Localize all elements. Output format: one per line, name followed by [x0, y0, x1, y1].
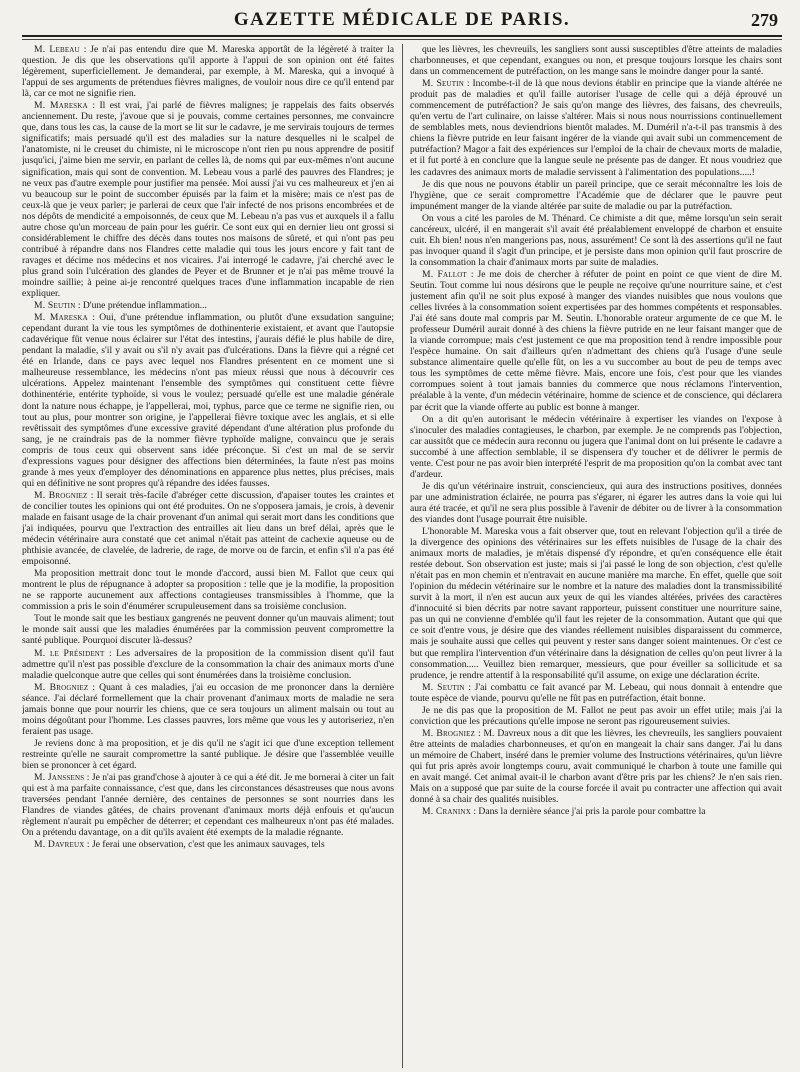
- speaker-name: M. Mareska: [34, 312, 88, 324]
- speaker-name: M. Seutin: [34, 300, 76, 312]
- paragraph-text: On vous a cité les paroles de M. Thénard. Ce chimiste a dit que, même lorsqu'un sein serait cancéreux, ulcéré, il en mangerait s'il avait été préalablement enveloppé de charbon et ensuite cuit. Eh bien! nous n'en mangerions pas, nous, assurément! Ce sont là des assertions qu'il ne faut pas invoquer quand il s'agit d'un principe, et je persiste dans mon opinion qu'il faut proscrire de la consommation la chair d'animaux morts par suite de maladies.: [410, 212, 782, 268]
- paragraph-text: : J'ai combattu ce fait avancé par M. Lebeau, qui nous donnait à entendre que toute espèce de viande, pourvu qu'elle ne fût pas en putréfaction, était bonne.: [410, 681, 782, 704]
- paragraph: [22, 490, 394, 567]
- paragraph: [22, 44, 394, 99]
- speaker-name: M. Mareska: [34, 100, 88, 112]
- text-columns: [22, 44, 782, 1068]
- paragraph: [410, 806, 782, 817]
- paragraph: [22, 100, 394, 299]
- paragraph: [22, 648, 394, 681]
- paragraph-text: que les lièvres, les chevreuils, les sangliers sont aussi susceptibles d'être atteints de maladies charbonneuses, et que cependant, exangues ou non, et presque toujours lorsque les chairs sont dans un commencement de putréfaction, on les mange sans le moindre danger pour la santé.: [410, 44, 782, 78]
- paragraph-text: : Il est vrai, j'ai parlé de fièvres malignes; je rappelais des faits observés anciennement. Du reste, j'avoue que si je pouvais, comme certaines personnes, me convaincre que, dans tous les cas, la cause de la mort se lit sur le cadavre, je me servirais toujours de termes significatifs; mais persuadé qu'il est des maladies sur la nature desquelles ni le scalpel de l'anatomiste, ni le creuset du chimiste, ni le microscope n'ont rien pu nous apprendre de positif jusqu'ici, j'aime bien me servir, en parlant de celles là, de noms qui par eux-mêmes n'ont aucune signification, mais qui sont de convention. M. Lebeau vous a parlé des pauvres des Flandres; je ne veux pas d'autre exemple pour justifier ma pensée. Moi aussi j'ai vu ces malheureux et j'en ai vu beaucoup sur le point de succomber épuisés par la faim et la misère; mais ce n'est pas de ceux-là que je veux parler; je parlerai de ceux que l'air infecté de nos prisons encombrées et de nos dépôts de mendicité a empoisonnés, de ceux que M. Lebeau n'a pas vus et auxquels il a fallu autre chose qu'un morceau de pain pour les guérir. Ce sont eux qui en dernier lieu ont grossi si considérablement le chiffre des décès dans toutes nos maisons de sûreté, et qui n'ont pas peu contribué à répandre dans nos Flandres cette maladie qui tous les jours encore y fait tant de ravages et décime nos médecins et nos vicaires. J'ai interrogé le cadavre, j'ai cherché avec le plus grand soin l'ulcération des glandes de Peyer et de Brunner et je n'ai pas même trouvé la moindre saillie; à peine ai-je rencontré quelques traces d'une inflammation incapable de rien expliquer.: [22, 100, 394, 300]
- speaker-name: M. Seutin: [422, 78, 464, 90]
- paragraph-text: : Je n'ai pas entendu dire que M. Mareska apportât de la légèreté à traiter la question. Je dis que les observations qu'il apporte à l'appui de son opinion ont été faites légèrement, superficiellement. Je demanderai, par exemple, à M. Mareska, qui a invoqué à l'appui de ses arguments de prétendues fièvres malignes, de vouloir nous dire ce qu'il entend par là, car ce mot ne signifie rien.: [22, 44, 394, 100]
- paragraph: [410, 78, 782, 177]
- speaker-name: M. le Président: [34, 647, 105, 659]
- paragraph: [22, 312, 394, 489]
- paragraph-text: : Les adversaires de la proposition de la commission disent qu'il faut admettre qu'il n'est pas possible d'exclure de la consommation la chair des animaux morts d'une maladie quelconque autre que celles qui sont énumérées dans la troisième conclusion.: [22, 647, 394, 681]
- paragraph: [410, 179, 782, 212]
- paragraph-text: Je dis qu'un vétérinaire instruit, consciencieux, qui aura des instructions positives, données par une administration éclairée, ne pourra pas s'égarer, ni égarer les autres dans la voie qui lui aura été tracée, et qu'il ne sera plus possible à l'avenir de débiter ou de livrer à la consommation des viandes dont l'usage pourrait être nuisible.: [410, 480, 782, 525]
- header-rule-thin: [22, 39, 782, 40]
- paragraph: [22, 738, 394, 771]
- paragraph-text: : Il serait très-facile d'abréger cette discussion, d'apaiser toutes les craintes et de concilier toutes les opinions qui ont été produites. On ne s'opposera jamais, je crois, à devenir malade en faisant usage de la chair provenant d'un animal qui serait mort dans les conditions que j'ai indiquées, pourvu que l'extraction des entrailles ait lieu dans un bref délai, après que le médecin vétérinaire aura constaté que cet animal n'était pas atteint de cachexie aqueuse ou de phthisie avancée, de clavelée, de ladrerie, de rage, de morve ou de farcin, et enfin s'il n'a pas été empoisonné.: [22, 489, 394, 568]
- speaker-name: M. Brogniez: [34, 489, 88, 501]
- paragraph-text: : Je n'ai pas grand'chose à ajouter à ce qui a été dit. Je me bornerai à citer un fait qui est à ma parfaite connaissance, c'est que, dans les circonstances désastreuses que nous avons traversées pendant l'année dernière, des centaines de personnes se sont nourries dans les Flandres de viandes gâtées, de chairs provenant d'animaux morts déjà enfouis et qu'aucun règlement n'aurait pu empêcher de déterrer; et cependant ces malheureux n'ont pas été malades. On a prétendu davantage, on a dit qu'ils avaient été exempts de la maladie régnante.: [22, 772, 394, 839]
- left-column: [22, 44, 394, 1068]
- speaker-name: M. Fallot: [422, 268, 467, 280]
- paragraph: [22, 613, 394, 646]
- paragraph-text: : Dans la dernière séance j'ai pris la parole pour combattre la: [470, 806, 706, 818]
- paragraph-text: Ma proposition mettrait donc tout le monde d'accord, aussi bien M. Fallot que ceux qui montrent le plus de répugnance à adopter sa proposition : telle que je la modifie, la proposition ne se rapporte aucunement aux affections contagieuses transmissibles à l'homme, que la commission a pris le soin d'énumérer scrupuleusement dans sa troisième conclusion.: [22, 568, 394, 613]
- paragraph-text: : Oui, d'une prétendue inflammation, ou plutôt d'une exsudation sanguine; cependant durant la vie tous les symptômes de dothinenterie existaient, et avant que l'autopsie cadavérique fût venue nous éclairer sur l'état des intestins, j'aurais défié le plus habile de dire, pendant la maladie, s'il y avait ou s'il n'y avait pas d'ulcérations. Dans la fièvre qui a régné cet été en Irlande, dans ce pays avec lequel nos Flandres présentent en ce moment une si malheureuse ressemblance, les médecins n'ont pas mieux réussi que nous à découvrir ces ulcérations. Appelez maintenant l'ensemble des symptômes qui constituent cette fièvre dothinentérie, entérite typhoïde, si vous le voulez; persuadé qu'elle est une maladie générale dont la nature nous échappe, je l'appellerai, moi, typhus, parce que ce terme ne signifie rien, ou tout au plus, pour montrer son origine, je l'appellerai fièvre toxique avec les anglais, et si elle revêtissait des symptômes d'une excessive gravité dépendant d'une altération plus profonde du sang, je ne craindrais pas de la nommer fièvre typhoïde maligne, convaincu que je serais compris de tous ceux qui observent sans idée préconçue. Si c'est un mal de se servir d'expressions vagues pour désigner des affections bien déterminées, la faute n'est pas moins grande à mes yeux d'employer des dénominations en apparence plus nettes, plus précises, mais qui en définitive ne sont propres qu'à répandre des idées fausses.: [22, 312, 394, 489]
- speaker-name: M. Lebeau: [34, 44, 80, 55]
- paragraph-text: L'honorable M. Mareska vous a fait observer que, tout en relevant l'objection qu'il a tirée de la divergence des opinions des vétérinaires sur les effets nuisibles de l'usage de la chair des animaux morts de maladies, je m'étais dispensé d'y répondre, et qu'en conséquence elle était restée debout. Son observation est juste; mais si j'ai passé le long de son objection, c'est qu'elle n'était pas en mon chemin et n'entravait en aucune manière ma marche. En effet, quelle que soit l'opinion du médecin vétérinaire sur le nombre et la nature des maladies dont la transmissibilité survit à la mort, il n'en est aucun aux yeux de qui les viandes altérées, privées des caractères d'innocuité si bien décrits par notre savant rapporteur, puissent constituer une nourriture saine, pas un qui ne convienne d'emblée qu'il faut les rejeter de la consommation. Autant que qui que ce soit d'entre vous, je désire que des viandes réellement nuisibles disparaissent du commerce, mais je souhaite aussi que celles qui peuvent y rester sans danger soient maintenues. Or c'est ce but que remplira l'intervention d'un vétérinaire dans la désignation de celles qu'on peut livrer à la consommation..... Veuillez bien remarquer, messieurs, que pour éveiller sa sollicitude et sa prudence, je rendre attentif à la responsabilité qu'il assume, on exige une déclaration écrite.: [410, 526, 782, 681]
- speaker-name: M. Janssens: [34, 772, 85, 784]
- paragraph: [410, 481, 782, 525]
- paragraph: [410, 269, 782, 413]
- paragraph-text: On a dit qu'en autorisant le médecin vétérinaire à expertiser les viandes on l'expose à s'inoculer des maladies contagieuses, le charbon, par exemple. Je ne comprends pas l'objection, car aussitôt que ce médecin aura reconnu ou jugera que l'animal dont on lui présente le cadavre a succombé à une affection semblable, il se dispensera d'y toucher et de délivrer le permis de vente. C'est pour ne pas avoir bien interprété l'esprit de ma proposition qu'on la combat avec tant d'ardeur.: [410, 413, 782, 480]
- paragraph-text: : Je me dois de chercher à réfuter de point en point ce que vient de dire M. Seutin. Tout comme lui nous désirons que le peuple ne reçoive qu'une nourriture saine, et c'est justement afin qu'il ne soit plus exposé à manger des viandes nuisibles que nous voulons que celles livrées à la consommation soient expertisées par des hommes compétents et responsables. J'ai été sans doute mal compris par M. Seutin. L'honorable orateur argumente de ce que M. le professeur Duméril aurait donné à des chiens la fièvre putride en ne leur faisant manger que de la viande corrompue; mais c'est justement ce que ma proposition tend à rendre impossible pour l'espèce humaine. On sait d'ailleurs qu'en n'admettant des chiens qu'à l'usage d'une seule substance alimentaire quelle qu'elle fût, on les a vu succomber au bout de peu de temps avec tous les symptômes de cette même fièvre. Mais, encore une fois, c'est pour que les viandes corrompues soient à tout jamais bannies du commerce que nous réclamons l'intervention, préalable à la vente, d'un médecin vétérinaire, homme de science et de conscience, qui déclarera par écrit que la viande offerte au public est bonne à manger.: [410, 268, 782, 413]
- paragraph: [410, 705, 782, 727]
- speaker-name: M. Brogniez: [422, 727, 476, 739]
- paragraph-text: Tout le monde sait que les bestiaux gangrenés ne peuvent donner qu'un mauvais aliment; tout le monde sait aussi que les maladies énumérées par la commission peuvent compromettre la santé publique. Pourquoi discuter là-dessus?: [22, 613, 394, 647]
- speaker-name: M. Brogniez: [34, 681, 89, 693]
- page-header: [22, 0, 782, 34]
- paragraph: [410, 414, 782, 480]
- paragraph: [410, 728, 782, 805]
- paragraph-text: : Je ferai une observation, c'est que les animaux sauvages, tels: [84, 839, 325, 851]
- speaker-name: M. Craninx: [422, 806, 471, 818]
- paragraph: [22, 682, 394, 737]
- paragraph-text: Je reviens donc à ma proposition, et je dis qu'il ne s'agit ici que d'une exception tellement restreinte qu'elle ne saurait compromettre la santé publique. Je désire que l'assemblée veuille bien se prononcer à cet égard.: [22, 737, 394, 771]
- paragraph-text: : Incombe-t-il de là que nous devions établir en principe que la viande altérée ne produit pas de maladies et qu'il faille autoriser l'usage de celle qui a déjà éprouvé un commencement de putréfaction? Je sais qu'on mange des lièvres, des faisans, des chevreuils, qu'en vertu de l'art culinaire, on laisse s'altérer. Mais si nous nous nourrissions continuellement de semblables mets, nous deviendrions bientôt malades. M. Duméril n'a-t-il pas transmis à des chiens la fièvre putride en leur faisant ingérer de la viande qui avait subi un commencement de putréfaction? Magor a fait des expériences sur l'emploi de la chair de chevaux morts de maladie, et il fut porté à en conclure que la langue seule ne présente pas de danger. Et nous voudriez que les cadavres des animaux morts de maladie servissent à l'alimentation des populations.....!: [410, 78, 782, 178]
- speaker-name: M. Seutin: [422, 681, 465, 693]
- paragraph: [410, 213, 782, 268]
- paragraph: [22, 772, 394, 838]
- paragraph: [22, 839, 394, 850]
- paragraph-text: : D'une prétendue inflammation...: [75, 300, 207, 312]
- paragraph: [410, 682, 782, 704]
- right-column: [410, 44, 782, 1068]
- paragraph: [410, 44, 782, 77]
- paragraph: [22, 300, 394, 311]
- speaker-name: M. Davreux: [34, 839, 85, 851]
- header-rule: [22, 35, 782, 37]
- column-divider: [402, 44, 403, 1068]
- paragraph-text: Je ne dis pas que la proposition de M. Fallot ne peut pas avoir un effet utile; mais j'ai la conviction que les précautions qu'elle impose ne seront pas rigoureusement suivies.: [410, 704, 782, 727]
- paragraph-text: : M. Davreux nous a dit que les lièvres, les chevreuils, les sangliers pouvaient être atteints de maladies charbonneuses, et qu'on en mangeait la chair sans danger. J'ai lu dans un mémoire de Chabert, inséré dans le premier volume des Instructions vétérinaires, qu'un lièvre qui fut pris après avoir longtemps couru, avait communiqué le charbon à toute une famille qui en avait mangé. Cet animal avait-il le charbon avant d'être pris par les chiens? Je n'en sais rien. Mais on a supposé que par suite de la course forcée il avait pu contracter une affection qui avait donné à sa chair des qualités nuisibles.: [410, 727, 782, 806]
- running-title: GAZETTE MÉDICALE DE PARIS.: [233, 9, 571, 30]
- paragraph-text: Je dis que nous ne pouvons établir un pareil principe, que ce serait méconnaître les lois de l'hygiène, que ce serait compromettre l'Académie que de déclarer que le pauvre peut impunément manger de la viande altérée par suite de maladie ou par la putréfaction.: [410, 178, 782, 212]
- paragraph-text: : Quant à ces maladies, j'ai eu occasion de me prononcer dans la dernière séance. J'ai déclaré formellement que la chair provenant d'animaux morts de maladie ne sera jamais bonne que pour nourrir les chiens, que ce sera toujours un aliment malsain ou tout au moins dégoûtant pour l'homme. Les classes pauvres, lors même que vous les y autoriseriez, n'en feraient pas usage.: [22, 681, 394, 737]
- paragraph: [22, 568, 394, 612]
- page-number: 279: [751, 10, 778, 30]
- paragraph: [410, 526, 782, 681]
